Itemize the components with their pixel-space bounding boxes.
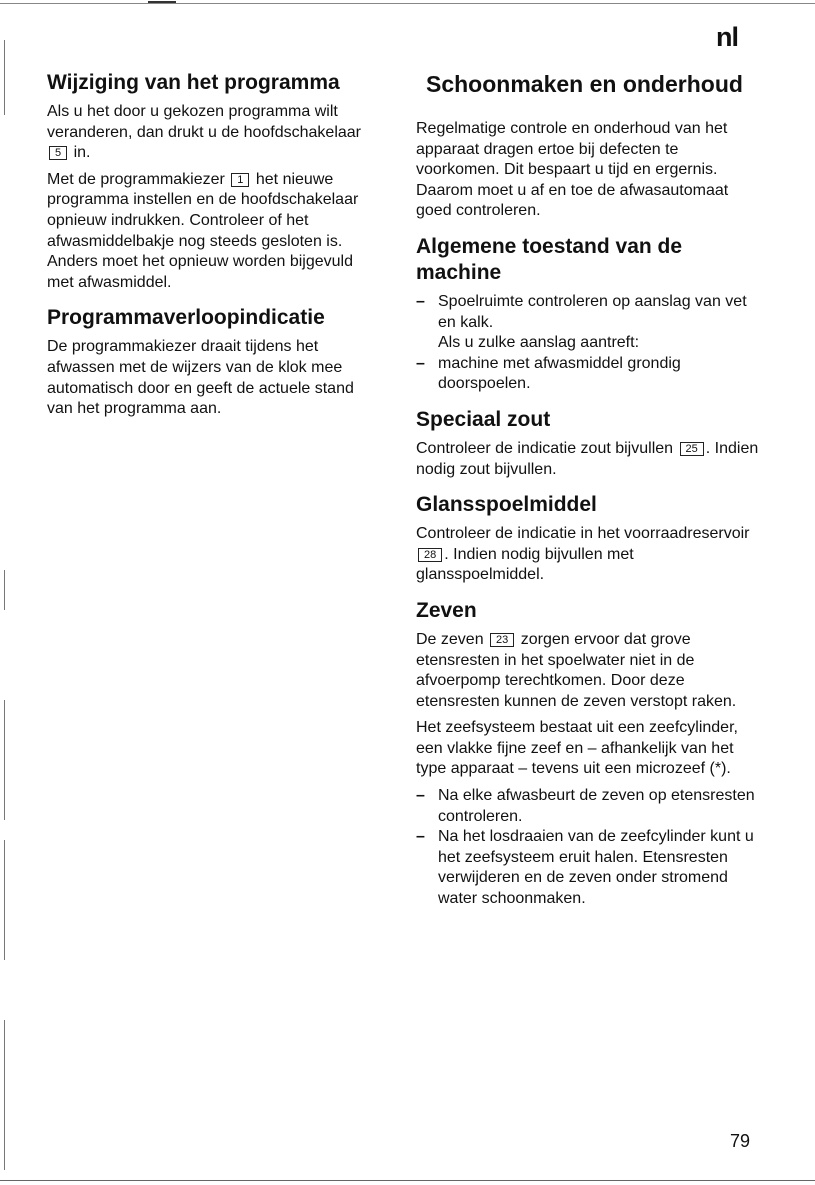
list-item	[416, 292, 761, 354]
section-heading: Programmaverloopindicatie	[47, 306, 325, 330]
bullet-list	[416, 786, 761, 910]
left-column	[47, 70, 377, 432]
text: Spoelruimte controleren op aanslag van vet en kalk.	[438, 292, 747, 331]
right-column	[416, 70, 761, 922]
language-tag: nl	[716, 22, 738, 52]
margin-mark	[4, 840, 5, 960]
text: . Indien nodig bijvullen met glansspoelmiddel.	[416, 545, 634, 584]
section-wijziging	[47, 70, 377, 293]
section-zeven	[416, 598, 761, 910]
section-programmaverloop	[47, 305, 377, 419]
reference-box: 25	[680, 442, 704, 456]
intro-paragraph: Regelmatige controle en onderhoud van het apparaat dragen ertoe bij defecten te voorkomen. Dit bespaart u tijd en ergernis. Daarom moet u af en toe de afwasautomaat goed controleren.	[416, 120, 729, 220]
margin-mark	[4, 40, 5, 115]
margin-mark	[4, 700, 5, 820]
list-item	[416, 827, 761, 909]
section-heading: Zeven	[416, 598, 477, 622]
reference-box: 1	[231, 173, 249, 187]
dash-marker: –	[416, 787, 425, 805]
text: Met de programmakiezer	[47, 170, 225, 188]
dash-marker: –	[416, 292, 425, 310]
dash-marker: –	[416, 354, 425, 372]
text: het nieuwe programma instellen en de hoofdschakelaar opnieuw indrukken. Controleer of het afwasmiddelbakje nog steeds gesloten is. Anders moet het opnieuw worden bijgevuld met afwasmiddel.	[47, 170, 359, 291]
text: Na het losdraaien van de zeefcylinder kunt u het zeefsysteem eruit halen. Etensresten verwijderen en de zeven onder stromend water schoonmaken.	[438, 828, 754, 908]
paragraph	[47, 170, 377, 294]
list-item	[416, 786, 761, 827]
text: zorgen ervoor dat grove etensresten in het spoelwater niet in de afvoerpomp terechtkomen. Door deze etensresten kunnen de zeven verstopt raken.	[416, 630, 737, 710]
section-heading: Algemene toestand van de machine	[416, 234, 683, 284]
text: Als u het door u gekozen programma wilt veranderen, dan drukt u de hoofdschakelaar	[47, 103, 361, 141]
section-heading: Wijziging van het programma	[47, 71, 340, 94]
margin-mark	[4, 570, 5, 610]
text: Controleer de indicatie in het voorraadreservoir	[416, 525, 750, 543]
text: . Indien nodig zout bijvullen.	[416, 439, 759, 478]
paragraph	[416, 439, 761, 480]
reference-box: 5	[49, 146, 67, 160]
bottom-rule	[0, 1180, 815, 1181]
text: Na elke afwasbeurt de zeven op etensresten controleren.	[438, 787, 755, 825]
reference-box: 23	[490, 633, 514, 647]
text: Als u zulke aanslag aantreft:	[438, 334, 640, 352]
text: Controleer de indicatie zout bijvullen	[416, 439, 674, 457]
section-glans	[416, 492, 761, 586]
text: in.	[73, 144, 91, 162]
paragraph	[416, 630, 761, 712]
chapter-title: Schoonmaken en onderhoud	[426, 71, 743, 97]
top-rule	[0, 3, 815, 4]
paragraph: De programmakiezer draait tijdens het afwassen met de wijzers van de klok mee automatisch door en geeft de actuele stand van het programma aan.	[47, 338, 354, 418]
paragraph	[416, 524, 761, 586]
top-rule-mark	[148, 1, 176, 3]
page-number: 79	[730, 1131, 751, 1151]
section-zout	[416, 407, 761, 480]
paragraph	[47, 102, 377, 164]
reference-box: 28	[418, 548, 442, 562]
paragraph: Het zeefsysteem bestaat uit een zeefcylinder, een vlakke fijne zeef en – afhankelijk van het type apparaat – tevens uit een microzeef (*).	[416, 719, 738, 778]
list-item	[416, 354, 761, 395]
section-heading: Speciaal zout	[416, 407, 551, 431]
margin-mark	[4, 1020, 5, 1170]
text: machine met afwasmiddel grondig doorspoelen.	[438, 354, 681, 393]
section-heading: Glansspoelmiddel	[416, 493, 597, 517]
section-algemene	[416, 234, 761, 395]
text: De zeven	[416, 630, 484, 648]
bullet-list	[416, 292, 761, 395]
dash-marker: –	[416, 828, 425, 846]
